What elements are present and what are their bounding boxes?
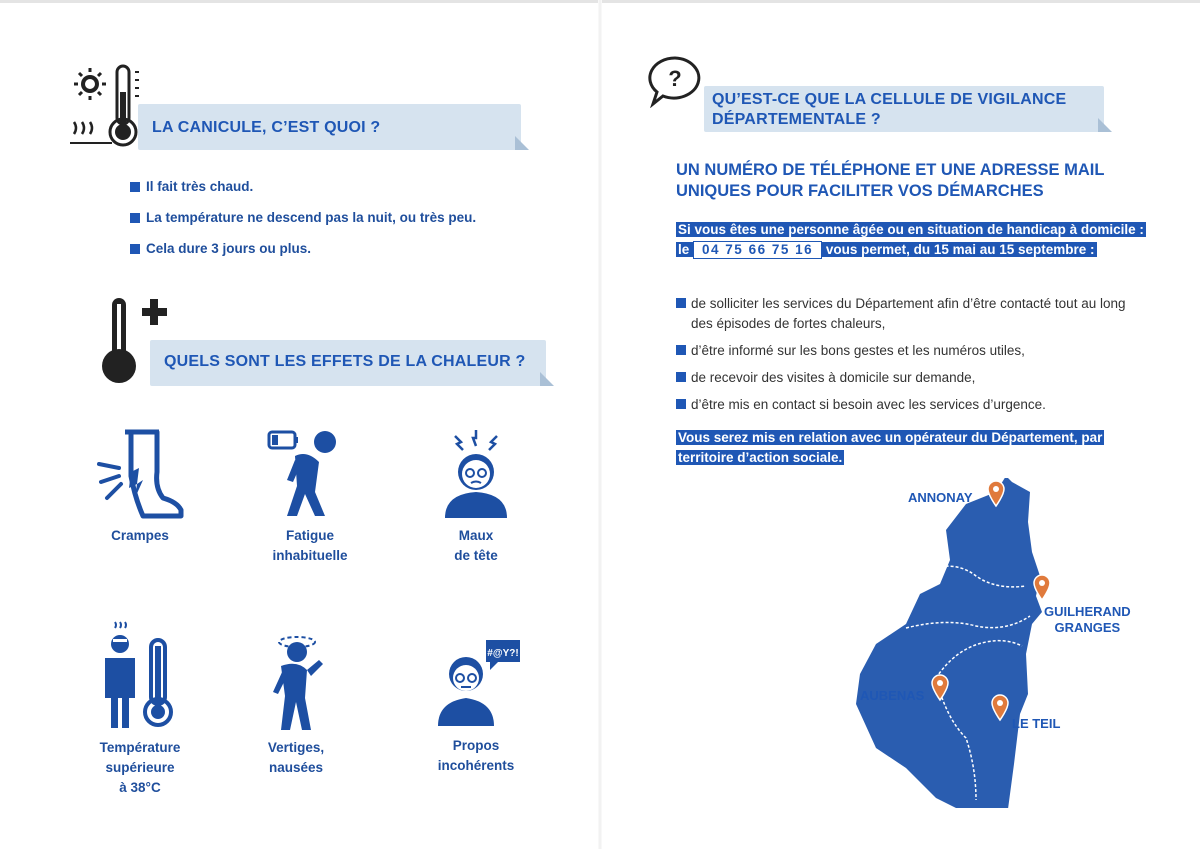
bullet-square	[130, 244, 140, 254]
right-title-line1: QU’EST-CE QUE LA CELLULE DE VIGILANCE	[712, 91, 1067, 108]
effect-label: Fatigue inhabituelle	[272, 528, 348, 563]
fever-thermometer-icon	[95, 620, 185, 732]
headache-icon	[431, 428, 521, 520]
map-pin-icon	[986, 480, 1006, 508]
leg-cramp-icon	[95, 428, 185, 520]
city-label-annonay: ANNONAY	[908, 490, 973, 505]
effect-crampes	[70, 428, 210, 546]
map-pin-icon	[930, 674, 950, 702]
list-item: d’être mis en contact si besoin avec les services d’urgence.	[676, 395, 1146, 415]
bullet-square	[676, 372, 686, 382]
bullet-square	[676, 298, 686, 308]
right-subtitle	[676, 160, 1176, 202]
section1-title: LA CANICULE, C’EST QUOI ?	[152, 119, 381, 136]
phone-number: 04 75 66 75 16	[693, 241, 822, 259]
section1-bullet-list	[130, 179, 570, 272]
speech-bubble-text: #@Y?!	[487, 648, 519, 659]
confused-speech-icon	[426, 634, 526, 730]
dizziness-icon	[251, 630, 341, 732]
city-label-guilherand-granges: GUILHERAND GRANGES	[1044, 604, 1131, 635]
bullet-square	[676, 399, 686, 409]
city-label-aubenas: AUBENAS	[860, 688, 925, 703]
effect-label: Crampes	[111, 528, 169, 543]
effect-label: Température supérieure à 38°C	[99, 740, 181, 795]
bullet-square	[130, 213, 140, 223]
services-bullet-list	[676, 294, 1146, 422]
right-title-line2: DÉPARTEMENTALE ?	[712, 111, 881, 128]
ardeche-map	[826, 478, 1046, 808]
effect-vertiges	[226, 630, 366, 778]
svg-text:?: ?	[668, 66, 682, 91]
effect-propos-incoherents	[406, 634, 546, 776]
effect-maux-de-tete	[406, 428, 546, 566]
question-bubble-icon	[646, 54, 704, 108]
effect-temperature	[70, 620, 210, 798]
right-page	[600, 0, 1200, 849]
city-label-le-teil: LE TEIL	[1012, 716, 1061, 731]
intro-text-part1: Si vous êtes une personne âgée ou en situation de handicap à domicile : le	[678, 222, 1144, 257]
conclusion-highlight	[676, 428, 1136, 468]
effect-label: Propos incohérents	[437, 738, 515, 773]
section2-title: QUELS SONT LES EFFETS DE LA CHALEUR ?	[164, 353, 526, 370]
list-item: La température ne descend pas la nuit, ou très peu.	[130, 210, 570, 226]
fatigue-icon	[265, 428, 355, 520]
list-item: Il fait très chaud.	[130, 179, 570, 195]
list-item: de recevoir des visites à domicile sur demande,	[676, 368, 1146, 388]
map-pin-icon	[1032, 574, 1052, 602]
heat-thermometer-icon	[68, 62, 148, 150]
subtitle-line2: UNIQUES POUR FACILITER VOS DÉMARCHES	[676, 182, 1044, 200]
bullet-square	[130, 182, 140, 192]
map-pin-icon	[990, 694, 1010, 722]
effect-label: Maux de tête	[454, 528, 498, 563]
list-item: d’être informé sur les bons gestes et les numéros utiles,	[676, 341, 1146, 361]
intro-text-part2: vous permet, du 15 mai au 15 septembre :	[825, 242, 1095, 257]
list-item: de solliciter les services du Département afin d’être contacté tout au long des épisodes de fortes chaleurs,	[676, 294, 1146, 334]
subtitle-line1: UN NUMÉRO DE TÉLÉPHONE ET UNE ADRESSE MAIL	[676, 161, 1105, 179]
list-item: Cela dure 3 jours ou plus.	[130, 241, 570, 257]
effect-fatigue	[240, 428, 380, 566]
conclusion-text: Vous serez mis en relation avec un opérateur du Département, par territoire d’action sociale.	[678, 430, 1103, 465]
intro-highlight	[676, 220, 1144, 260]
effect-label: Vertiges, nausées	[267, 740, 325, 775]
bullet-square	[676, 345, 686, 355]
